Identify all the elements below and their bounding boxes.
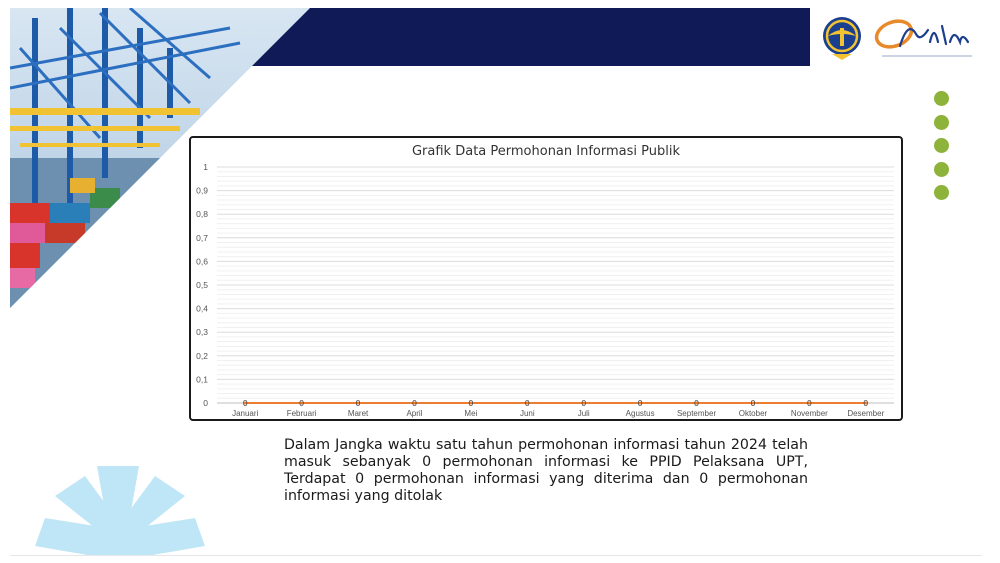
y-tick-label: 0,1	[196, 374, 208, 385]
y-tick-label: 0,2	[196, 350, 208, 361]
y-tick-label: 0,5	[196, 280, 208, 290]
green-dot	[934, 185, 949, 200]
x-tick-label: Mei	[464, 409, 478, 418]
data-label: 0	[299, 398, 304, 408]
bottom-divider	[10, 555, 982, 556]
data-label: 0	[863, 398, 869, 408]
description-text: Dalam Jangka waktu satu tahun permohonan informasi tahun 2024 telah masuk sebanyak 0 permohonan informasi ke PPID Pelaksana UPT, Terdapat 0 permohonan informasi yang diterima dan 0 permohonan informasi yang ditolak	[284, 437, 808, 504]
optimis-logo-icon	[872, 12, 978, 62]
green-dot	[934, 115, 949, 130]
green-dot	[934, 138, 949, 153]
x-tick-label: September	[676, 409, 717, 418]
y-tick-label: 0,4	[196, 303, 208, 314]
chart-container	[189, 136, 903, 421]
y-tick-label: 0,7	[196, 232, 208, 243]
logo-area	[810, 8, 982, 66]
x-tick-label: November	[790, 409, 828, 418]
data-label: 0	[412, 398, 417, 408]
ministry-emblem-icon	[820, 14, 864, 62]
y-tick-label: 0,9	[196, 185, 208, 196]
decor-dots	[934, 91, 952, 209]
data-label: 0	[694, 398, 699, 408]
y-tick-label: 1	[203, 162, 208, 172]
x-tick-label: Juli	[577, 409, 590, 418]
green-dot	[934, 162, 949, 177]
x-tick-label: Februari	[286, 409, 317, 418]
y-tick-label: 0	[203, 398, 208, 408]
data-label: 0	[581, 398, 587, 408]
chart-title: Grafik Data Permohonan Informasi Publik	[411, 144, 680, 159]
data-label: 0	[355, 398, 361, 408]
y-tick-label: 0,8	[196, 209, 208, 220]
x-tick-label: Oktober	[738, 409, 768, 418]
x-tick-label: Januari	[232, 409, 259, 418]
x-tick-label: April	[406, 409, 423, 418]
data-label: 0	[807, 398, 812, 408]
sunburst-decoration-icon	[35, 456, 205, 556]
y-tick-label: 0,3	[196, 327, 208, 338]
data-label: 0	[750, 398, 756, 408]
y-tick-label: 0,6	[196, 256, 208, 267]
x-tick-label: Juni	[519, 409, 535, 418]
x-tick-label: Agustus	[625, 409, 655, 418]
line-chart	[191, 138, 901, 419]
data-label: 0	[242, 398, 248, 408]
x-tick-label: Maret	[347, 409, 369, 418]
data-label: 0	[524, 398, 530, 408]
data-label: 0	[637, 398, 643, 408]
slide	[10, 8, 982, 556]
green-dot	[934, 91, 949, 106]
x-tick-label: Desember	[847, 409, 885, 418]
data-label: 0	[468, 398, 474, 408]
